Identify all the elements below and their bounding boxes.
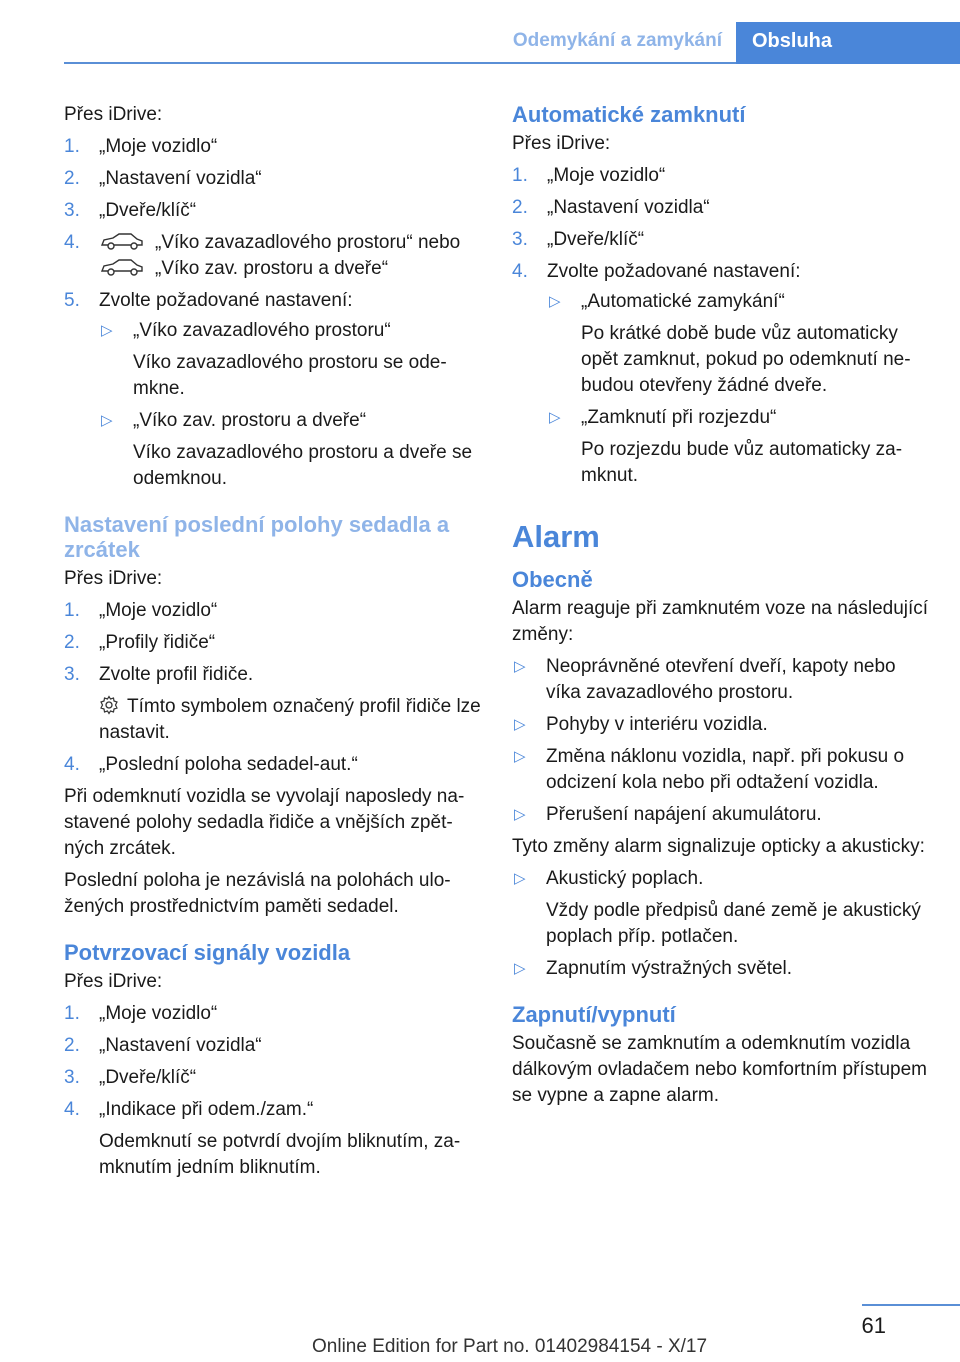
step-number: 1. (512, 165, 528, 186)
list-item (512, 259, 932, 489)
triangle-bullet-icon: ▷ (549, 293, 561, 310)
list-item (64, 1033, 484, 1059)
note-text: Tímto symbolem označený profil řidiče lze nastavit. (99, 696, 481, 743)
list-item (64, 134, 484, 160)
option-body: Víko zavazadlového prostoru a dveře se odemknou. (133, 442, 473, 489)
step-number: 2. (64, 632, 80, 653)
list-item (512, 227, 932, 253)
car-trunk-icon (99, 231, 145, 251)
step-text: „Moje vozidlo“ (547, 165, 666, 186)
paragraph: Alarm reaguje při zamknutém voze na následující změny: (512, 598, 929, 645)
step-number: 3. (64, 200, 80, 221)
section-heading: Automatické zamknutí (512, 102, 746, 127)
step-text: Zvolte požadované nastavení: (99, 290, 353, 311)
list-item (64, 198, 484, 224)
list-item (512, 195, 932, 221)
header-section-title: Odemykání a zamykání (512, 30, 722, 51)
option-body: Víko zavazadlového prostoru se odemkne. (133, 352, 447, 399)
options-list (547, 289, 932, 489)
list-item (64, 166, 484, 192)
list-item (547, 405, 932, 489)
triangle-bullet-icon: ▷ (514, 870, 526, 887)
list-item (547, 289, 932, 399)
triangle-bullet-icon: ▷ (514, 960, 526, 977)
paragraph: Poslední poloha je nezávislá na polohách uložených prostřednictvím paměti sedadel. (64, 870, 451, 917)
step-text: „Nastavení vozidla“ (99, 168, 262, 189)
step-text: Zvolte profil řidiče. (99, 664, 254, 685)
options-list (99, 318, 484, 492)
triangle-bullet-icon: ▷ (514, 716, 526, 733)
step-text: „Nastavení vozidla“ (99, 1035, 262, 1056)
bullet-text: Změna náklonu vozidla, např. při pokusu o odcizení kola nebo při odtažení vozidla. (546, 746, 905, 793)
list-item (512, 956, 932, 982)
steps-list (64, 598, 484, 778)
intro-text: Přes iDrive: (64, 104, 163, 125)
step-number: 3. (512, 229, 528, 250)
step-number: 1. (64, 1003, 80, 1024)
step-number: 3. (64, 1067, 80, 1088)
step-text: „Moje vozidlo“ (99, 1003, 218, 1024)
option-body: Po rozjezdu bude vůz automaticky zamknut. (581, 439, 903, 486)
right-column (512, 102, 932, 1115)
step-text: „Profily řidiče“ (99, 632, 216, 653)
triangle-bullet-icon: ▷ (101, 412, 113, 429)
step-text: „Dveře/klíč“ (99, 1067, 197, 1088)
step-number: 3. (64, 664, 80, 685)
step-note: Odemknutí se potvrdí dvojím bliknutím, zamknutím jedním bliknutím. (99, 1131, 461, 1178)
list-item (64, 662, 484, 746)
step-text: „Víko zav. prostoru a dveře“ (155, 258, 389, 279)
chapter-heading: Alarm (512, 519, 600, 554)
list-item (512, 712, 932, 738)
step-number: 1. (64, 136, 80, 157)
option-title: „Víko zav. prostoru a dveře“ (133, 410, 367, 431)
section-heading: Obecně (512, 567, 593, 592)
step-number: 2. (64, 168, 80, 189)
list-item (64, 630, 484, 656)
step-number: 4. (64, 1099, 80, 1120)
car-trunk-doors-icon (99, 257, 145, 277)
changes-list (512, 654, 932, 828)
left-column (64, 102, 484, 1187)
list-item (512, 866, 932, 950)
bullet-body: Vždy podle předpisů dané země je akustický poplach příp. potlačen. (546, 900, 921, 947)
step-number: 1. (64, 600, 80, 621)
paragraph: Tyto změny alarm signalizuje opticky a akusticky: (512, 836, 925, 857)
step-text: „Dveře/klíč“ (99, 200, 197, 221)
step-note (99, 694, 484, 746)
bullet-title: Akustický poplach. (546, 868, 704, 889)
triangle-bullet-icon: ▷ (549, 409, 561, 426)
step-text: „Dveře/klíč“ (547, 229, 645, 250)
list-item (512, 744, 932, 796)
option-title: „Zamknutí při rozjezdu“ (581, 407, 777, 428)
step-text: „Moje vozidlo“ (99, 136, 218, 157)
section-heading: Potvrzovací signály vozidla (64, 940, 351, 965)
step-text: „Moje vozidlo“ (99, 600, 218, 621)
page-number: 61 (861, 1313, 886, 1338)
steps-list (64, 134, 484, 492)
section-heading: Zapnutí/vypnutí (512, 1002, 676, 1027)
section-heading: Nastavení poslední polohy sedadla a zrcátek (64, 512, 450, 562)
gear-icon (99, 695, 119, 715)
list-item (64, 598, 484, 624)
intro-text: Přes iDrive: (64, 971, 163, 992)
step-number: 2. (64, 1035, 80, 1056)
triangle-bullet-icon: ▷ (101, 322, 113, 339)
triangle-bullet-icon: ▷ (514, 748, 526, 765)
list-item (99, 318, 484, 402)
bullet-title: Zapnutím výstražných světel. (546, 958, 793, 979)
list-item (99, 408, 484, 492)
triangle-bullet-icon: ▷ (514, 806, 526, 823)
footer-rule (862, 1304, 960, 1306)
steps-list (64, 1001, 484, 1181)
steps-list (512, 163, 932, 489)
header-chapter-tab: Obsluha (736, 22, 960, 64)
step-text: „Víko zavazadlového prostoru“ nebo (155, 232, 461, 253)
step-number: 2. (512, 197, 528, 218)
page-header (0, 22, 960, 62)
list-item (64, 1065, 484, 1091)
list-item (64, 752, 484, 778)
paragraph: Současně se zamknutím a odemknutím vozidla dálkovým ovladačem nebo komfortním přístupem se vypne a zapne alarm. (512, 1033, 928, 1106)
triangle-bullet-icon: ▷ (514, 658, 526, 675)
paragraph: Při odemknutí vozidla se vyvolají naposledy nastavené polohy sedadla řidiče a vnějších zpětných zrcátek. (64, 786, 465, 859)
bullet-text: Přerušení napájení akumulátoru. (546, 804, 822, 825)
list-item (64, 1097, 484, 1181)
step-number: 4. (64, 232, 80, 253)
intro-text: Přes iDrive: (64, 568, 163, 589)
step-text: Zvolte požadované nastavení: (547, 261, 801, 282)
step-number: 4. (64, 754, 80, 775)
signals-list (512, 866, 932, 982)
edition-watermark: Online Edition for Part no. 01402984154 - X/17 (312, 1336, 708, 1357)
list-item (512, 654, 932, 706)
list-item (64, 1001, 484, 1027)
step-text: „Poslední poloha sedadel-aut.“ (99, 754, 358, 775)
option-body: Po krátké době bude vůz automaticky opět zamknut, pokud po odemknutí nebudou otevřeny žádné dveře. (581, 323, 911, 396)
bullet-text: Neoprávněné otevření dveří, kapoty nebo víka zavazadlového prostoru. (546, 656, 896, 703)
step-number: 4. (512, 261, 528, 282)
option-title: „Víko zavazadlového prostoru“ (133, 320, 391, 341)
step-text: „Nastavení vozidla“ (547, 197, 710, 218)
step-number: 5. (64, 290, 80, 311)
option-title: „Automatické zamykání“ (581, 291, 785, 312)
list-item (512, 163, 932, 189)
intro-text: Přes iDrive: (512, 133, 611, 154)
list-item (64, 288, 484, 492)
bullet-text: Pohyby v interiéru vozidla. (546, 714, 768, 735)
list-item (64, 230, 484, 282)
step-text: „Indikace při odem./zam.“ (99, 1099, 314, 1120)
list-item (512, 802, 932, 828)
